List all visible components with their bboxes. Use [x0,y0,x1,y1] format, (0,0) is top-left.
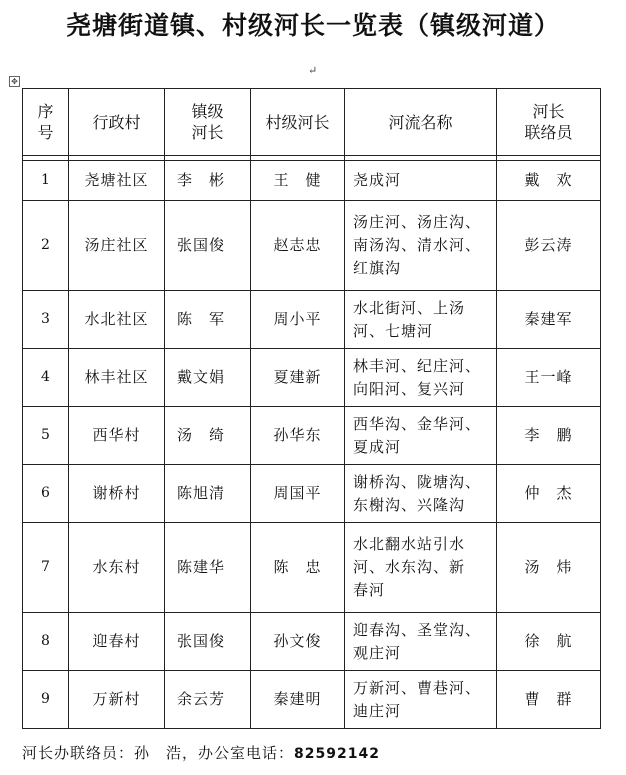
river-line: 西华沟、金华河、 [353,414,482,433]
town-chief-name: 李 彬 [165,161,251,201]
river-line: 观庄河 [353,643,402,662]
town-chief-name: 余云芳 [165,671,251,729]
river-names [345,671,497,729]
river-names [345,161,497,201]
river-names [345,349,497,407]
header-contact: 河长 联络员 [497,89,601,156]
river-line: 迪庄河 [353,701,402,720]
town-chief-name: 陈 军 [165,291,251,349]
river-line: 东榭沟、兴隆沟 [353,495,466,514]
river-line: 尧成河 [353,171,402,189]
river-line: 河、水东沟、新 [353,558,466,576]
village-name: 西华村 [69,407,165,465]
river-line: 红旗沟 [353,259,402,277]
table-row [23,613,601,671]
table-row [23,201,601,291]
table-row [23,465,601,523]
row-number: 7 [23,523,69,613]
village-chief-name: 孙华东 [251,407,345,465]
table-row [23,349,601,407]
footer-label: 河长办联络员：孙 浩，办公室电话： [22,744,295,762]
table-row [23,671,601,729]
row-number: 3 [23,291,69,349]
river-line: 水北街河、上汤 [353,298,466,317]
village-chief-name: 赵志忠 [251,201,345,291]
row-number: 5 [23,407,69,465]
village-chief-name: 夏建新 [251,349,345,407]
row-number: 8 [23,613,69,671]
header-village-chief: 村级河长 [251,89,345,156]
river-line: 谢桥沟、陇塘沟、 [353,472,482,491]
river-line: 水北翻水站引水 [353,535,466,553]
table-header-row [23,89,601,156]
table-move-handle-icon[interactable]: ✥ [9,76,20,87]
office-phone: 82592142 [294,746,380,762]
village-chief-name: 陈 忠 [251,523,345,613]
header-village: 行政村 [69,89,165,156]
table-row [23,523,601,613]
row-number: 6 [23,465,69,523]
contact-name: 王一峰 [497,349,601,407]
river-line: 南汤沟、清水河、 [353,236,482,254]
contact-name: 彭云涛 [497,201,601,291]
village-chief-name: 周小平 [251,291,345,349]
river-line: 春河 [353,581,386,599]
river-line: 迎春沟、圣堂沟、 [353,620,482,639]
town-chief-name: 汤 绮 [165,407,251,465]
river-names [345,465,497,523]
row-number: 4 [23,349,69,407]
town-chief-name: 张国俊 [165,613,251,671]
village-chief-name: 秦建明 [251,671,345,729]
contact-name: 徐 航 [497,613,601,671]
river-chief-table [22,88,601,729]
village-name: 谢桥村 [69,465,165,523]
row-number: 1 [23,161,69,201]
contact-name: 曹 群 [497,671,601,729]
table-row [23,161,601,201]
river-line: 河、七塘河 [353,321,434,340]
river-line: 万新河、曹巷河、 [353,678,482,697]
river-line: 夏成河 [353,437,402,456]
village-name: 尧塘社区 [69,161,165,201]
river-names [345,291,497,349]
village-name: 水东村 [69,523,165,613]
table-row [23,291,601,349]
village-name: 迎春村 [69,613,165,671]
town-chief-name: 戴文娟 [165,349,251,407]
header-town-chief: 镇级 河长 [165,89,251,156]
contact-name: 汤 炜 [497,523,601,613]
contact-name: 戴 欢 [497,161,601,201]
village-name: 汤庄社区 [69,201,165,291]
river-names [345,201,497,291]
river-names [345,523,497,613]
row-number: 9 [23,671,69,729]
paragraph-mark: ↵ [308,64,318,77]
river-line: 林丰河、纪庄河、 [353,356,482,375]
contact-name: 仲 杰 [497,465,601,523]
document-title: 尧塘街道镇、村级河长一览表（镇级河道） [65,11,560,40]
town-chief-name: 张国俊 [165,201,251,291]
header-no: 序 号 [23,89,69,156]
contact-name: 秦建军 [497,291,601,349]
contact-name: 李 鹏 [497,407,601,465]
village-name: 万新村 [69,671,165,729]
village-name: 水北社区 [69,291,165,349]
river-line: 向阳河、复兴河 [353,379,466,398]
village-chief-name: 王 健 [251,161,345,201]
village-chief-name: 孙文俊 [251,613,345,671]
river-line: 汤庄河、汤庄沟、 [353,213,482,231]
river-names [345,407,497,465]
village-chief-name: 周国平 [251,465,345,523]
village-name: 林丰社区 [69,349,165,407]
table-body [23,161,601,729]
town-chief-name: 陈建华 [165,523,251,613]
footer-contact [22,742,380,763]
town-chief-name: 陈旭清 [165,465,251,523]
table-row [23,407,601,465]
header-rivers: 河流名称 [345,89,497,156]
row-number: 2 [23,201,69,291]
river-names [345,613,497,671]
